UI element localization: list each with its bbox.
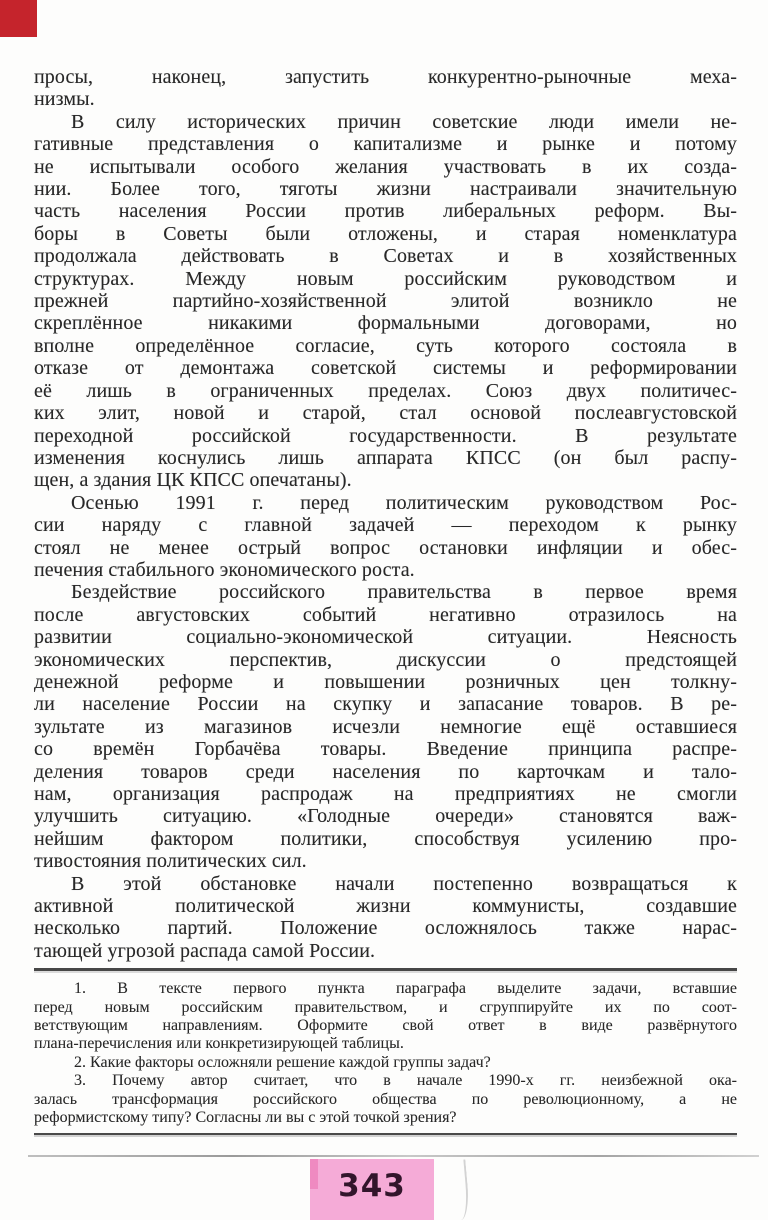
corner-marker bbox=[0, 0, 37, 37]
text-line: не испытывали особого желания участвовать в их созда- bbox=[34, 155, 737, 178]
text-line: тивостояния политических сил. bbox=[34, 850, 307, 873]
text-line: несколько партий. Положение осложнялось также нарас- bbox=[34, 917, 737, 940]
body-text bbox=[34, 66, 737, 962]
text-line: нии. Более того, тяготы жизни настраивали значительную bbox=[34, 178, 737, 201]
text-line: низмы. bbox=[34, 88, 95, 111]
divider bbox=[34, 968, 737, 971]
text-line: активной политической жизни коммунисты, создавшие bbox=[34, 895, 737, 918]
divider bbox=[34, 1133, 737, 1135]
text-line: ких элит, новой и старой, стал основой послеавгустовской bbox=[34, 402, 737, 425]
text-line: просы, наконец, запустить конкурентно-рыночные меха- bbox=[34, 66, 737, 88]
text-line: денежной реформе и повышении розничных цен толкну- bbox=[34, 670, 737, 693]
page-number-tab bbox=[310, 1159, 434, 1220]
paragraph bbox=[34, 66, 737, 111]
text-line: перед новым российским правительством, и сгруппируйте их по соот- bbox=[34, 998, 737, 1016]
text-line: нам, организация распродаж на предприятиях не смогли bbox=[34, 783, 737, 805]
text-line: изменения коснулись лишь аппарата КПСС (он был распу- bbox=[34, 446, 737, 469]
page-number: 343 bbox=[338, 1168, 406, 1204]
text-line: после августовских событий негативно отразилось на bbox=[34, 603, 737, 626]
text-line: 3. Почему автор считает, что в начале 1990-х гг. неизбежной ока- bbox=[74, 1072, 737, 1090]
text-line: её лишь в ограниченных пределах. Союз двух политичес- bbox=[34, 379, 737, 402]
paragraph bbox=[34, 873, 737, 963]
text-line: Осенью 1991 г. перед политическим руководством Рос- bbox=[71, 491, 737, 514]
text-column bbox=[34, 66, 737, 1135]
question-item bbox=[34, 980, 737, 1054]
scan-artifact bbox=[449, 1159, 470, 1220]
text-line: гативные представления о капитализме и рынке и потому bbox=[34, 133, 737, 156]
text-line: стоял не менее острый вопрос остановки инфляции и обес- bbox=[34, 536, 737, 559]
text-line: В этой обстановке начали постепенно возвращаться к bbox=[71, 872, 737, 895]
text-line: скреплённое никакими формальными договорами, но bbox=[34, 312, 737, 335]
scan-edge-line bbox=[28, 1155, 759, 1157]
text-line: вполне определённое согласие, суть которого состояла в bbox=[34, 334, 737, 357]
text-line: развитии социально-экономической ситуации. Неясность bbox=[34, 626, 737, 649]
paragraph bbox=[34, 111, 737, 492]
text-line: переходной российской государственности. В результате bbox=[34, 424, 737, 447]
text-line: сии наряду с главной задачей — переходом к рынку bbox=[34, 514, 737, 537]
question-item bbox=[34, 1072, 737, 1127]
text-line: ли население России на скупку и запасание товаров. В ре- bbox=[34, 693, 737, 716]
text-line: щен, а здания ЦК КПСС опечатаны). bbox=[34, 469, 352, 492]
text-line: печения стабильного экономического роста. bbox=[34, 558, 415, 581]
text-line: реформистскому типу? Согласны ли вы с этой точкой зрения? bbox=[34, 1109, 457, 1127]
text-line: боры в Советы были отложены, и старая номенклатура bbox=[34, 222, 737, 245]
text-line: 1. В тексте первого пункта параграфа выделите задачи, вставшие bbox=[74, 980, 737, 998]
text-line: 2. Какие факторы осложняли решение каждой группы задач? bbox=[74, 1053, 491, 1071]
text-line: со времён Горбачёва товары. Введение принципа распре- bbox=[34, 738, 737, 761]
question-item bbox=[34, 1054, 737, 1072]
text-line: деления товаров среди населения по карточкам и тало- bbox=[34, 760, 737, 783]
text-line: структурах. Между новым российским руководством и bbox=[34, 267, 737, 290]
text-line: В силу исторических причин советские люди имели не- bbox=[71, 110, 737, 133]
text-line: продолжала действовать в Советах и в хозяйственных bbox=[34, 245, 737, 268]
text-line: часть населения России против либеральных реформ. Вы- bbox=[34, 200, 737, 223]
text-line: прежней партийно-хозяйственной элитой возникло не bbox=[34, 290, 737, 313]
text-line: зультате из магазинов исчезли немногие ещё оставшиеся bbox=[34, 715, 737, 738]
text-line: ветствующим направлениям. Оформите свой ответ в виде развёрнутого bbox=[34, 1017, 737, 1035]
text-line: тающей угрозой распада самой России. bbox=[34, 939, 376, 962]
text-line: Бездействие российского правительства в первое время bbox=[71, 581, 737, 604]
paragraph bbox=[34, 581, 737, 872]
paragraph bbox=[34, 492, 737, 582]
questions-block bbox=[34, 980, 737, 1127]
text-line: экономических перспектив, дискуссии о предстоящей bbox=[34, 648, 737, 671]
text-line: залась трансформация российского общества по революционному, а не bbox=[34, 1090, 737, 1108]
text-line: отказе от демонтажа советской системы и реформировании bbox=[34, 357, 737, 380]
text-line: нейшим фактором политики, способствуя усилению про- bbox=[34, 827, 737, 850]
text-line: улучшить ситуацию. «Голодные очереди» становятся важ- bbox=[34, 805, 737, 828]
text-line: плана-перечисления или конкретизирующей таблицы. bbox=[34, 1035, 404, 1053]
